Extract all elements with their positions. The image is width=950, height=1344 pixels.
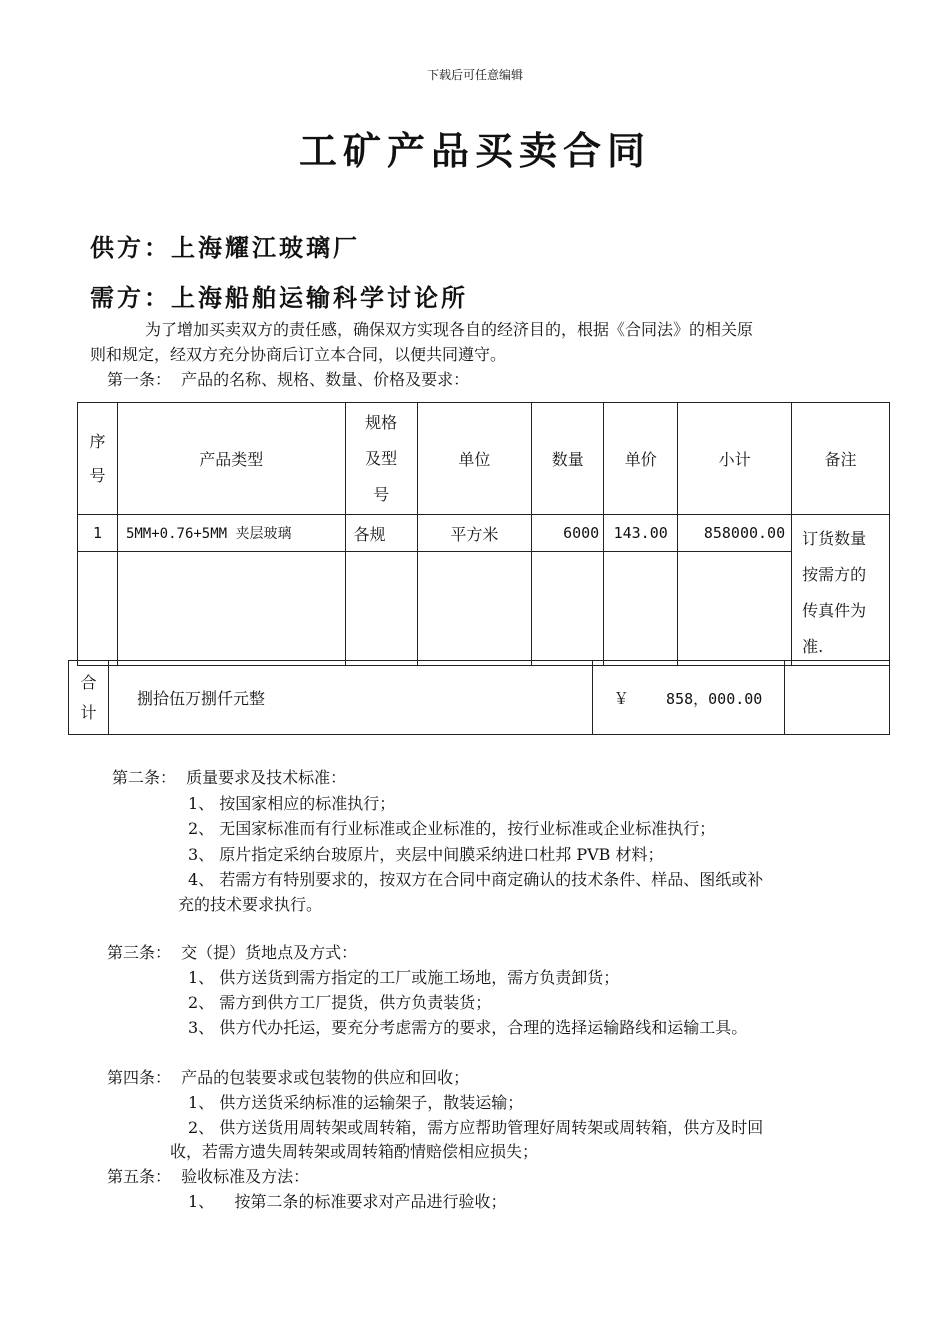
total-words: 捌拾伍万捌仟元整 — [108, 661, 592, 735]
header-spec-3: 号 — [373, 484, 390, 504]
cell-product — [117, 515, 345, 552]
cell-empty — [785, 661, 890, 735]
total-table — [68, 660, 890, 735]
header-price: 单价 — [604, 403, 678, 515]
currency-symbol: ￥ — [613, 689, 630, 708]
article-3-heading: 第三条： 交（提）货地点及方式： — [107, 943, 358, 962]
supplier-line: 供方：上海耀江玻璃厂 — [90, 233, 360, 262]
total-label — [69, 661, 109, 735]
article-1-heading: 第一条： 产品的名称、规格、数量、价格及要求： — [107, 370, 470, 389]
cell-empty — [532, 552, 604, 666]
header-note: 备注 — [792, 403, 890, 515]
table-header-row — [78, 403, 890, 515]
cell-qty: 6000 — [532, 515, 604, 552]
header-seq-1: 序 — [89, 431, 106, 451]
cell-empty — [678, 552, 792, 666]
cell-empty — [78, 552, 118, 666]
article-4-item-2-cont: 收，若需方遗失周转架或周转箱酌情赔偿相应损失； — [170, 1142, 539, 1161]
article-4-item-1: 1、 供方送货采纳标准的运输架子，散装运输； — [188, 1093, 524, 1112]
header-spec-1: 规格 — [365, 412, 398, 432]
cell-spec: 各规 — [345, 515, 417, 552]
cell-empty — [345, 552, 417, 666]
article-5-heading: 第五条： 验收标准及方法： — [107, 1167, 310, 1186]
article-2-item-2: 2、 无国家标准而有行业标准或企业标准的，按行业标准或企业标准执行； — [188, 819, 716, 838]
header-subtotal: 小计 — [678, 403, 792, 515]
header-note: 下载后可任意编辑 — [426, 68, 523, 82]
product-table — [77, 402, 890, 666]
table-row — [78, 515, 890, 552]
article-2-item-1: 1、 按国家相应的标准执行； — [188, 794, 396, 813]
header-qty: 数量 — [532, 403, 604, 515]
page-title: 工矿产品买卖合同 — [298, 128, 651, 173]
intro-line-2: 则和规定，经双方充分协商后订立本合同，以便共同遵守。 — [90, 345, 507, 364]
article-3-item-2: 2、 需方到供方工厂提货，供方负责装货； — [188, 993, 492, 1012]
article-2-heading: 第二条： 质量要求及技术标准： — [112, 768, 347, 787]
header-spec-2: 及型 — [365, 448, 398, 468]
intro-line-1: 为了增加买卖双方的责任感，确保双方实现各自的经济目的，根据《合同法》的相关原 — [145, 320, 754, 339]
article-3-item-3: 3、 供方代办托运，要充分考虑需方的要求，合理的选择运输路线和运输工具。 — [188, 1018, 748, 1037]
cell-empty — [117, 552, 345, 666]
total-row — [69, 661, 890, 735]
cell-note — [792, 515, 890, 666]
total-amount-cell — [593, 661, 785, 735]
header-seq-2: 号 — [89, 465, 106, 485]
cell-price: 143.00 — [604, 515, 678, 552]
total-label-2: 计 — [80, 702, 97, 722]
cell-product-text: 5MM+0.76+5MM 夹层玻璃 — [125, 526, 292, 543]
cell-empty — [604, 552, 678, 666]
article-4-heading: 第四条： 产品的包装要求或包装物的供应和回收； — [107, 1068, 470, 1087]
header-seq — [78, 403, 118, 515]
cell-seq: 1 — [78, 515, 118, 552]
article-4-item-2: 2、 供方送货用周转架或周转箱，需方应帮助管理好周转架或周转箱，供方及时回 — [188, 1118, 764, 1137]
note-line-1: 订货数量 — [802, 529, 867, 548]
article-3-item-1: 1、 供方送货到需方指定的工厂或施工场地，需方负责卸货； — [188, 968, 620, 987]
total-label-1: 合 — [80, 672, 97, 692]
buyer-line: 需方：上海船舶运输科学讨论所 — [90, 283, 468, 312]
header-unit: 单位 — [417, 403, 532, 515]
note-line-2: 按需方的 — [802, 565, 867, 584]
article-2-item-3: 3、 原片指定采纳台玻原片，夹层中间膜采纳进口杜邦 PVB 材料； — [188, 845, 664, 864]
article-2-item-4-cont: 充的技术要求执行。 — [178, 895, 323, 914]
note-line-4: 准. — [802, 637, 824, 656]
cell-subtotal: 858000.00 — [678, 515, 792, 552]
header-spec — [345, 403, 417, 515]
table-row-empty — [78, 552, 890, 666]
article-2-item-4: 4、 若需方有特别要求的，按双方在合同中商定确认的技术条件、样品、图纸或补 — [188, 870, 764, 889]
cell-unit: 平方米 — [417, 515, 532, 552]
article-5-item-1: 1、 按第二条的标准要求对产品进行验收； — [188, 1192, 507, 1211]
cell-empty — [417, 552, 532, 666]
note-line-3: 传真件为 — [802, 601, 867, 620]
header-product: 产品类型 — [117, 403, 345, 515]
total-amount: 858，000.00 — [666, 690, 763, 708]
